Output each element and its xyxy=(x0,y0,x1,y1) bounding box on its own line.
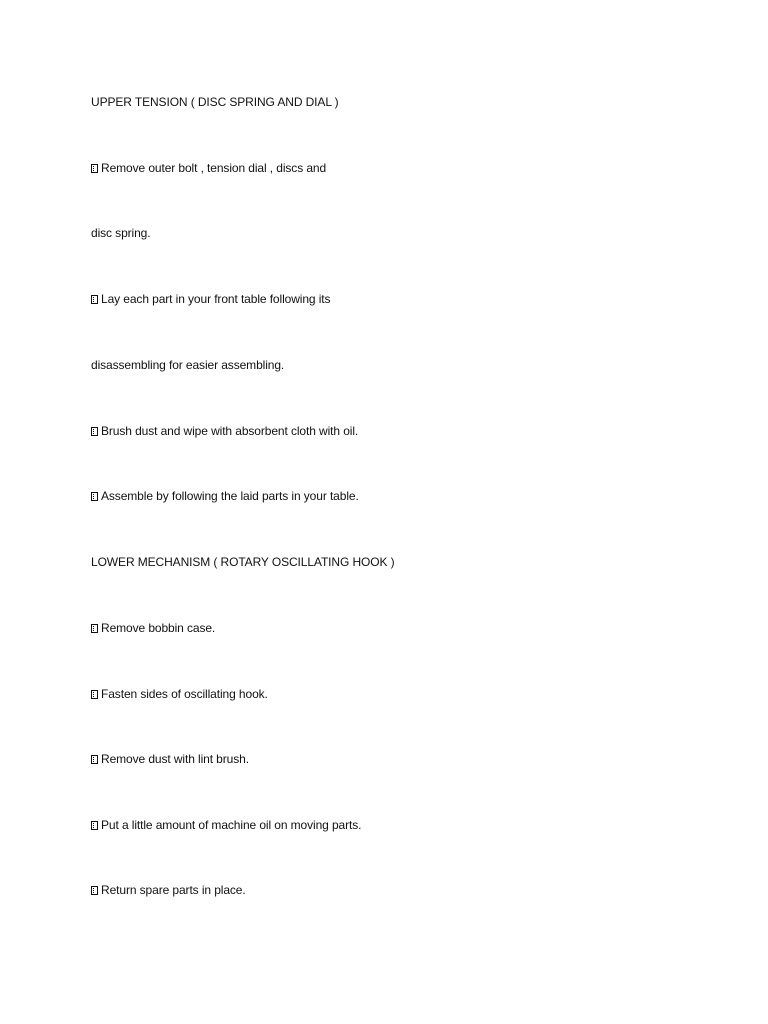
bullet-box-icon xyxy=(91,427,98,436)
bullet-box-icon xyxy=(91,886,98,895)
list-item-text: Assemble by following the laid parts in your table. xyxy=(101,489,359,503)
section-heading-upper-tension xyxy=(91,95,339,109)
list-item xyxy=(91,489,359,503)
list-item-text: Put a little amount of machine oil on moving parts. xyxy=(101,818,362,832)
list-item-continuation xyxy=(91,358,284,372)
list-item xyxy=(91,161,326,175)
bullet-box-icon xyxy=(91,624,98,633)
list-item xyxy=(91,883,246,897)
heading-text: LOWER MECHANISM ( ROTARY OSCILLATING HOOK ) xyxy=(91,555,395,569)
bullet-box-icon xyxy=(91,821,98,830)
bullet-box-icon xyxy=(91,164,98,173)
bullet-box-icon xyxy=(91,295,98,304)
list-item-text: Remove outer bolt , tension dial , discs and xyxy=(101,161,327,175)
list-item-text: Brush dust and wipe with absorbent cloth with oil. xyxy=(101,424,359,438)
list-item-text: Lay each part in your front table following its xyxy=(101,292,331,306)
list-item-text: Remove dust with lint brush. xyxy=(101,752,249,766)
bullet-box-icon xyxy=(91,492,98,501)
bullet-box-icon xyxy=(91,755,98,764)
list-item xyxy=(91,752,249,766)
bullet-box-icon xyxy=(91,690,98,699)
list-item-text: Fasten sides of oscillating hook. xyxy=(101,687,268,701)
list-item xyxy=(91,424,358,438)
list-item xyxy=(91,687,268,701)
list-item xyxy=(91,292,330,306)
list-item-continuation xyxy=(91,226,151,240)
list-item xyxy=(91,818,361,832)
continuation-text: disc spring. xyxy=(91,226,151,240)
list-item-text: Return spare parts in place. xyxy=(101,883,246,897)
list-item xyxy=(91,621,215,635)
continuation-text: disassembling for easier assembling. xyxy=(91,358,285,372)
heading-text: UPPER TENSION ( DISC SPRING AND DIAL ) xyxy=(91,95,339,109)
list-item-text: Remove bobbin case. xyxy=(101,621,216,635)
section-heading-lower-mechanism xyxy=(91,555,395,569)
